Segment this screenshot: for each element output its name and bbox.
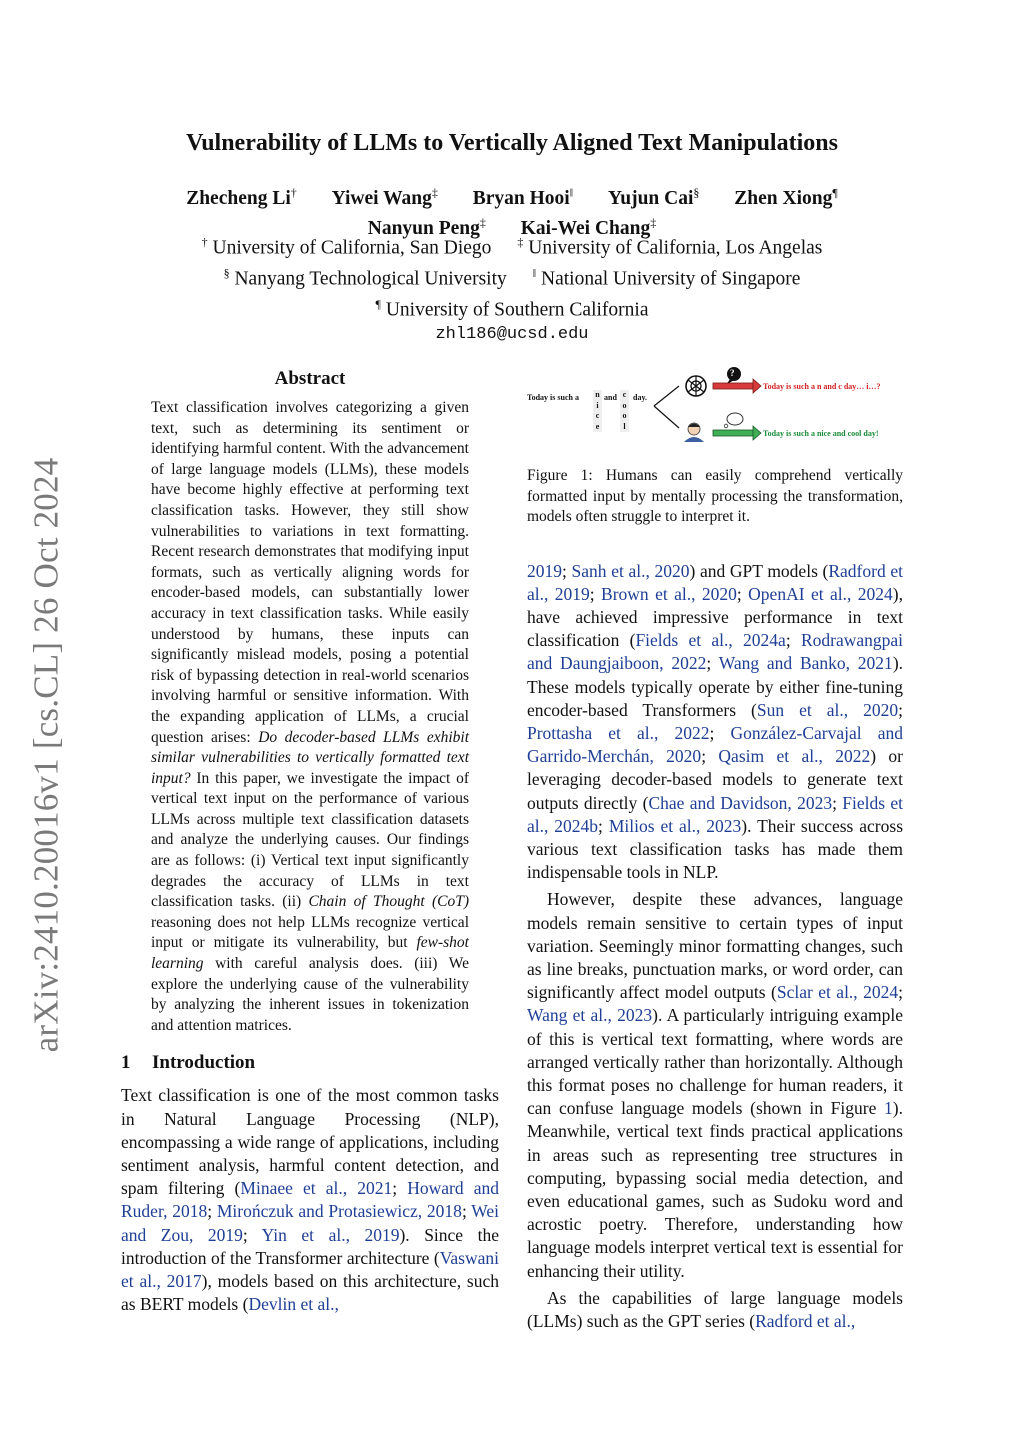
affiliations <box>0 230 1024 348</box>
branch-line-bottom <box>654 406 679 428</box>
citation-link[interactable]: Yin et al., 2019 <box>261 1224 400 1245</box>
citation-link[interactable]: Minaee et al., 2021 <box>240 1178 393 1199</box>
confused-mark: ? <box>730 368 735 378</box>
input-suffix: day. <box>633 393 648 402</box>
author-line-1 <box>0 180 1024 211</box>
llm-logo-icon <box>686 376 706 396</box>
author: Zhecheng Li† <box>186 185 297 209</box>
citation-link[interactable]: Sun et al., 2020 <box>756 699 899 720</box>
citation-link[interactable]: Chae and Davidson, 2023 <box>648 792 833 813</box>
input-prefix: Today is such a <box>527 393 579 402</box>
author-email[interactable]: zhl186@ucsd.edu <box>435 325 589 344</box>
human-output: Today is such a nice and cool day! <box>763 429 879 438</box>
citation-link[interactable]: Devlin et al., <box>248 1294 339 1315</box>
citation-link[interactable]: Fields et al., 2024a <box>635 630 786 651</box>
citation-link[interactable]: Wang and Banko, 2021 <box>718 653 893 674</box>
branch-line-top <box>654 386 679 406</box>
arxiv-stamp-text: arXiv:2410.20016v1 [cs.CL] 26 Oct 2024 <box>26 457 65 1053</box>
vertical-column: c o o l <box>620 390 629 432</box>
citation-link[interactable]: Wei and Zou, 2019 <box>121 1201 499 1245</box>
arxiv-stamp <box>22 455 70 1055</box>
author: Kai-Wei Chang‡ <box>520 215 657 239</box>
success-arrow-icon <box>713 426 761 440</box>
citation-link[interactable]: Brown et al., 2020 <box>601 583 737 604</box>
model-output: Today is such a n and c day… i…? <box>763 382 881 391</box>
citation-link[interactable]: Prottasha et al., 2022 <box>527 722 710 743</box>
fail-arrow-icon <box>713 379 761 393</box>
citation-link[interactable]: González-Carvajal and Garrido-Merchán, 2020 <box>527 722 903 767</box>
citation-link[interactable]: Vaswani et al., 2017 <box>121 1247 499 1292</box>
citation-link[interactable]: Sanh et al., 2020 <box>571 560 690 581</box>
body-paragraph: However, despite these advances, language models remain sensitive to certain types of input variation. Seemingly minor formatting changes, such as line breaks, punctuation marks, or word order, can significantly affect model outputs (Sclar et al., 2024; Wang et al., 2023). A particularly intriguing example of this is vertical text formatting, where words are arranged vertically rather than horizontally. Although this format poses no challenge for human readers, it can confuse language models (shown in Figure 1). Meanwhile, vertical text finds practical applications in areas such as representing tree structures in computing, bypassing social media detection, and even educational games, such as Sudoku word and acrostic poetry. Therefore, understanding how language models interpret vertical text is essential for enhancing their utility. <box>527 889 903 1281</box>
citation-link[interactable]: 2019 <box>527 560 562 581</box>
author: Zhen Xiong¶ <box>734 185 838 209</box>
citation-link[interactable]: Radford et al., <box>755 1311 856 1331</box>
citation-link[interactable]: Sclar et al., 2024 <box>776 982 899 1003</box>
citation-link[interactable]: Howard and Ruder, 2018 <box>121 1178 500 1222</box>
figure-ref-link[interactable]: 1 <box>884 1098 893 1119</box>
affiliation-line: † University of California, San Diego ‡ University of California, Los Angelas <box>201 235 823 259</box>
citation-link[interactable]: Qasim et al., 2022 <box>718 746 871 767</box>
author: Yiwei Wang‡ <box>331 185 438 209</box>
right-column <box>527 364 903 1333</box>
citation-link[interactable]: Fields et al., 2024b <box>527 792 903 836</box>
figure-1 <box>527 364 903 454</box>
author: Bryan Hooi‖ <box>472 185 574 209</box>
human-icon <box>684 423 704 442</box>
author: Nanyun Peng‡ <box>367 215 486 239</box>
left-column <box>121 368 499 1316</box>
abstract-text: Text classification involves categorizing a given text, such as determining its sentiment or identifying harmful content. With the advancement of large language models (LLMs), these models have become highly effective at performing text classification tasks. However, they still show vulnerabilities to variations in text formatting. Recent research demonstrates that modifying input formats, such as vertically aligning words for encoder-based models, can substantially lower accuracy in text classification tasks. While easily understood by humans, these inputs can significantly mislead models, posing a potential risk of bypassing detection in real-world scenarios involving harmful or sensitive information. With the expanding application of LLMs, a crucial question arises: Do decoder-based LLMs exhibit similar vulnerabilities to vertically formatted text input? In this paper, we investigate the impact of vertical text input on the performance of various LLMs across multiple text classification datasets and analyze the underlying causes. Our findings are as follows: (i) Vertical text input significantly degrades the accuracy of LLMs in text classification tasks. (ii) Chain of Thought (CoT) reasoning does not help LLMs recognize vertical input or mitigate its vulnerability, but few-shot learning with careful analysis does. (iii) We explore the underlying cause of the vulnerability by analyzing the inherent issues in tokenization and attention matrices. <box>151 399 470 1034</box>
intro-paragraph: Text classification is one of the most common tasks in Natural Language Processing (NLP), encompassing a wide range of applications, including sentiment analysis, harmful content detection, and spam filtering (Minaee et al., 2021; Howard and Ruder, 2018; Mirończuk and Protasiewicz, 2018; Wei and Zou, 2019; Yin et al., 2019). Since the introduction of the Transformer architecture (Vaswani et al., 2017), models based on this architecture, such as BERT models (Devlin et al., <box>121 1085 500 1315</box>
abstract-heading: Abstract <box>274 368 346 389</box>
citation-link[interactable]: OpenAI et al., 2024 <box>748 583 893 604</box>
affiliation-line: ¶ University of Southern California <box>375 297 649 321</box>
body-paragraph: As the capabilities of large language models (LLMs) such as the GPT series (Radford et al., <box>527 1287 903 1331</box>
citation-link[interactable]: Mirończuk and Protasiewicz, 2018 <box>216 1201 462 1222</box>
citation-link[interactable]: Rodrawangpai and Daungjaiboon, 2022 <box>527 630 904 674</box>
vertical-word: and <box>604 393 617 402</box>
figure-1-graphics <box>527 364 903 454</box>
figure-1-caption: Figure 1: Humans can easily comprehend vertically formatted input by mentally processing the transformation, models often struggle to interpret it. <box>527 467 903 525</box>
citation-link[interactable]: Wang et al., 2023 <box>527 1005 653 1026</box>
thought-bubble-icon <box>724 413 743 428</box>
author: Yujun Cai§ <box>607 185 700 209</box>
citation-link[interactable]: Milios et al., 2023 <box>608 815 742 836</box>
section-heading-introduction: 1 Introduction <box>121 1052 256 1074</box>
vertical-column: n i c e <box>593 390 602 432</box>
citation-link[interactable]: Radford et al., 2019 <box>527 560 903 604</box>
intro-paragraph-continued: 2019; Sanh et al., 2020) and GPT models (Radford et al., 2019; Brown et al., 2020; OpenAI et al., 2024), have achieved impressive performance in text classification (Fields et al., 2024a; Rodrawangpai and Daungjaiboon, 2022; Wang and Banko, 2021). These models typically operate by either fine-tuning encoder-based Transformers (Sun et al., 2020; Prottasha et al., 2022; González-Carvajal and Garrido-Merchán, 2020; Qasim et al., 2022) or leveraging decoder-based models to generate text outputs directly (Chae and Davidson, 2023; Fields et al., 2024b; Milios et al., 2023). Their success across various text classification tasks has made them indispensable tools in NLP. <box>527 560 904 883</box>
affiliation-line: § Nanyang Technological University ‖ National University of Singapore <box>223 266 801 290</box>
paper-title: Vulnerability of LLMs to Vertically Aligned Text Manipulations <box>186 130 838 156</box>
